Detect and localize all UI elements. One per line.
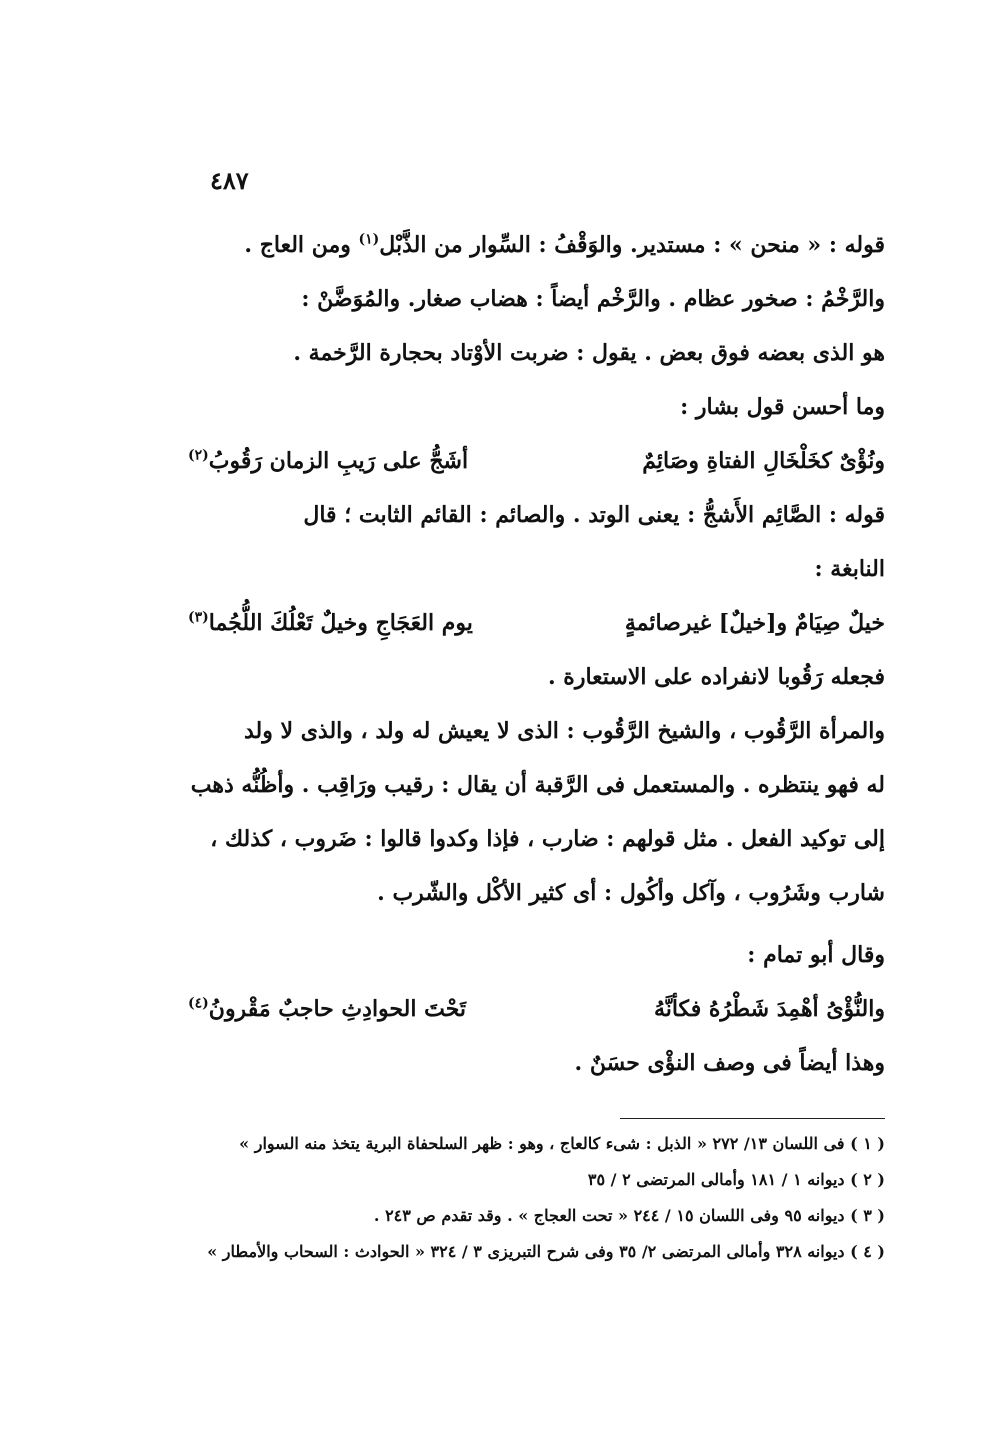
footnote-item: ( ٢ ) ديوانه ١ / ١٨١ وأمالى المرتضى ٢ / ٣٥ xyxy=(587,1170,885,1189)
text-line: والرَّخْمُ : صخور عظام . والرَّخْم أيضاً : هضاب صغار. والمُوَضَّنْ : xyxy=(301,286,885,312)
text-line: قوله : الصَّائِم الأَشجُّ : يعنى الوتد . والصائم : القائم الثابت ؛ قال xyxy=(303,502,885,528)
text-line: فجعله رَقُوبا لانفراده على الاستعارة . xyxy=(547,664,885,690)
footnote-ref: (٤) xyxy=(188,995,209,1012)
verse-line xyxy=(168,982,885,1036)
main-text xyxy=(168,218,885,1090)
verse-line xyxy=(168,434,885,488)
text-line: إلى توكيد الفعل . مثل قولهم : ضارب ، فإذا وكدوا قالوا : ضَروب ، كذلك ، xyxy=(210,826,885,852)
verse-hemistich-second xyxy=(188,434,468,488)
text-line: النابغة : xyxy=(814,556,885,582)
spacer xyxy=(168,920,885,928)
footnote-item: ( ٤ ) ديوانه ٣٢٨ وأمالى المرتضى ٢/ ٣٥ وفى شرح التبريزى ٣ / ٣٢٤ « الحوادث : السحاب والأمطار » xyxy=(207,1242,885,1261)
verse-hemistich-first: خيلٌ صِيَامٌ و[خيلٌ] غيرصائمةٍ xyxy=(624,610,885,636)
footnote-ref: (٣) xyxy=(188,609,209,626)
text-line xyxy=(168,218,885,272)
page-number: ٤٨٧ xyxy=(210,166,249,195)
text-segment: قوله : « منحن » : مستدير. والوَقْفُ : السِّوار من الذَّبْل xyxy=(379,232,885,258)
verse-hemistich-first: ونُؤْىٌ كخَلْخَالِ الفتاةِ وصَائِمٌ xyxy=(642,448,885,474)
verse-hemistich-second xyxy=(188,982,466,1036)
footnotes xyxy=(168,1130,885,1274)
footnote-divider xyxy=(620,1118,885,1119)
verse-hemistich-second xyxy=(188,596,473,650)
text-line: شارب وشَرُوب ، وآكل وأكُول : أى كثير الأكْل والشّرب . xyxy=(377,880,885,906)
text-line: والمرأة الرَّقُوب ، والشيخ الرَّقُوب : الذى لا يعيش له ولد ، والذى لا ولد xyxy=(243,718,885,744)
verse-text: أشَجُّ على رَيبِ الزمان رَقُوبُ xyxy=(208,448,469,474)
text-line: وما أحسن قول بشار : xyxy=(680,394,885,420)
verse-line xyxy=(168,596,885,650)
text-line: وهذا أيضاً فى وصف النؤْى حسَنٌ . xyxy=(574,1050,885,1076)
text-line: له فهو ينتظره . والمستعمل فى الرَّقبة أن يقال : رقيب ورَاقِب . وأظُنُّه ذهب xyxy=(190,772,885,798)
verse-text: تَحْتَ الحوادِثِ حاجبٌ مَقْرونُ xyxy=(208,996,467,1022)
verse-text: يوم العَجَاجِ وخيلٌ تَعْلُكَ اللُّجُما xyxy=(208,610,473,636)
footnote-item: ( ١ ) فى اللسان ١٣/ ٢٧٢ « الذبل : شىء كالعاج ، وهو : ظهر السلحفاة البرية يتخذ منه السوار » xyxy=(239,1134,885,1153)
footnote-ref: (٢) xyxy=(188,447,209,464)
footnote-item: ( ٣ ) ديوانه ٩٥ وفى اللسان ١٥ / ٢٤٤ « تحت العجاج » . وقد تقدم ص ٢٤٣ . xyxy=(373,1206,885,1225)
text-segment: ومن العاج . xyxy=(244,232,359,258)
text-line: وقال أبو تمام : xyxy=(747,942,885,968)
footnote-ref: (١) xyxy=(358,231,380,248)
text-line: هو الذى بعضه فوق بعض . يقول : ضربت الأوْتاد بحجارة الرَّخمة . xyxy=(293,340,885,366)
verse-hemistich-first: والنُّؤْىُ أهْمِدَ شَطْرُهُ فكأنَّهُ xyxy=(653,996,885,1022)
